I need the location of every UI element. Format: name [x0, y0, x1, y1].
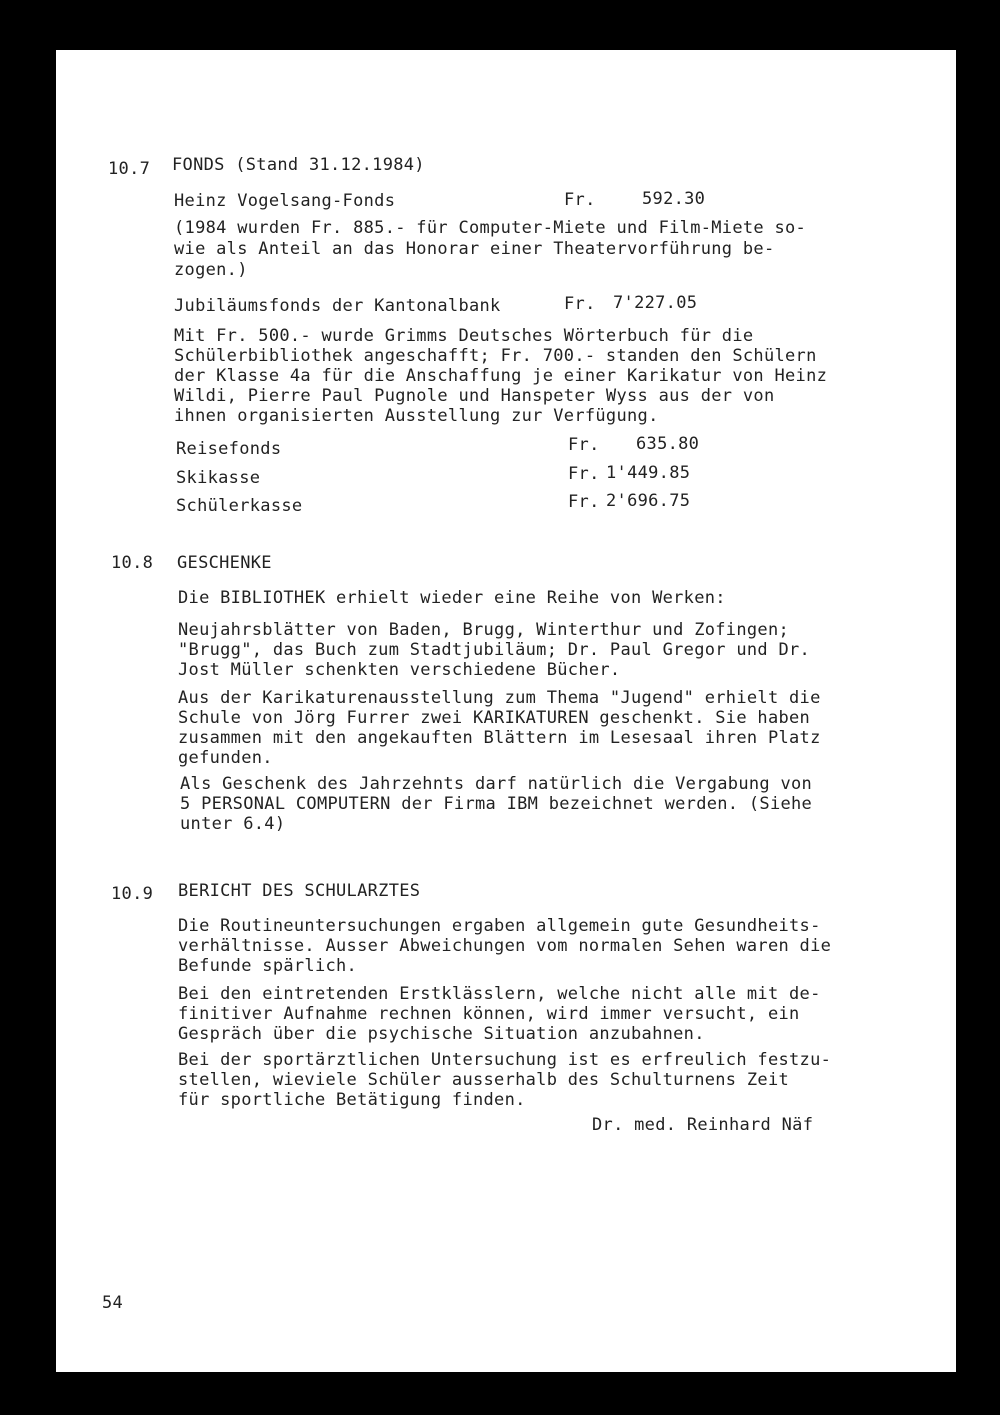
paragraph-line: "Brugg", das Buch zum Stadtjubiläum; Dr. Paul Gregor und Dr. [178, 640, 811, 660]
note-line: Schülerbibliothek angeschafft; Fr. 700.- standen den Schülern [174, 346, 817, 366]
document-page [56, 50, 956, 1372]
paragraph-line: 5 PERSONAL COMPUTERN der Firma IBM bezeichnet werden. (Siehe [180, 794, 813, 814]
fund-currency-jubilaeum: Fr. [564, 294, 596, 314]
paragraph-line: verhältnisse. Ausser Abweichungen vom normalen Sehen waren die [178, 936, 832, 956]
fund-amount-reisefonds: 635.80 [636, 434, 700, 454]
paragraph-line: Aus der Karikaturenausstellung zum Thema "Jugend" erhielt die [178, 688, 821, 708]
paragraph-line: gefunden. [178, 748, 273, 768]
paragraph-line: Befunde spärlich. [178, 956, 358, 976]
note-line: (1984 wurden Fr. 885.- für Computer-Miete und Film-Miete so- [174, 218, 807, 238]
fund-amount-vogelsang: 592.30 [642, 189, 706, 209]
paragraph-line: Neujahrsblätter von Baden, Brugg, Winterthur und Zofingen; [178, 620, 790, 640]
paragraph-line: unter 6.4) [180, 814, 286, 834]
paragraph-line: Jost Müller schenkten verschiedene Bücher. [178, 660, 621, 680]
note-line: zogen.) [174, 260, 248, 280]
paragraph-line: stellen, wieviele Schüler ausserhalb des Schulturnens Zeit [178, 1070, 790, 1090]
paragraph-line: finitiver Aufnahme rechnen können, wird immer versucht, ein [178, 1004, 800, 1024]
paragraph-line: Bei der sportärztlichen Untersuchung ist es erfreulich festzu- [178, 1050, 832, 1070]
note-line: der Klasse 4a für die Anschaffung je einer Karikatur von Heinz [174, 366, 828, 386]
paragraph-line: Als Geschenk des Jahrzehnts darf natürlich die Vergabung von [180, 774, 813, 794]
note-line: wie als Anteil an das Honorar einer Theatervorführung be- [174, 239, 775, 259]
fund-currency-schuelerkasse: Fr. [568, 492, 600, 512]
paragraph-line: Die BIBLIOTHEK erhielt wieder eine Reihe von Werken: [178, 588, 726, 608]
paragraph-line: Bei den eintretenden Erstklässlern, welche nicht alle mit de- [178, 984, 821, 1004]
section-number-10-8: 10.8 [111, 553, 154, 573]
fund-label-reisefonds: Reisefonds [176, 439, 282, 459]
signature: Dr. med. Reinhard Näf [592, 1115, 814, 1135]
fund-label-vogelsang: Heinz Vogelsang-Fonds [174, 191, 396, 211]
fund-currency-vogelsang: Fr. [564, 190, 596, 210]
note-line: Wildi, Pierre Paul Pugnole und Hanspeter Wyss aus der von [174, 386, 775, 406]
paragraph-line: Die Routineuntersuchungen ergaben allgemein gute Gesundheits- [178, 916, 821, 936]
section-heading-geschenke: GESCHENKE [177, 553, 272, 573]
note-line: Mit Fr. 500.- wurde Grimms Deutsches Wörterbuch für die [174, 326, 754, 346]
section-heading-schularzt: BERICHT DES SCHULARZTES [178, 881, 421, 901]
fund-amount-jubilaeum: 7'227.05 [613, 293, 698, 313]
fund-label-jubilaeum: Jubiläumsfonds der Kantonalbank [174, 296, 501, 316]
section-number-10-7: 10.7 [108, 159, 151, 179]
fund-currency-skikasse: Fr. [568, 464, 600, 484]
paragraph-line: zusammen mit den angekauften Blättern im Lesesaal ihren Platz [178, 728, 821, 748]
note-line: ihnen organisierten Ausstellung zur Verfügung. [174, 406, 659, 426]
paragraph-line: Gespräch über die psychische Situation anzubahnen. [178, 1024, 705, 1044]
fund-amount-skikasse: 1'449.85 [606, 463, 691, 483]
page-number: 54 [102, 1293, 124, 1313]
fund-currency-reisefonds: Fr. [568, 435, 600, 455]
fund-amount-schuelerkasse: 2'696.75 [606, 491, 691, 511]
paragraph-line: für sportliche Betätigung finden. [178, 1090, 526, 1110]
section-number-10-9: 10.9 [111, 884, 154, 904]
paragraph-line: Schule von Jörg Furrer zwei KARIKATUREN geschenkt. Sie haben [178, 708, 811, 728]
fund-label-skikasse: Skikasse [176, 468, 261, 488]
fund-label-schuelerkasse: Schülerkasse [176, 496, 303, 516]
section-heading-fonds: FONDS (Stand 31.12.1984) [172, 155, 425, 175]
